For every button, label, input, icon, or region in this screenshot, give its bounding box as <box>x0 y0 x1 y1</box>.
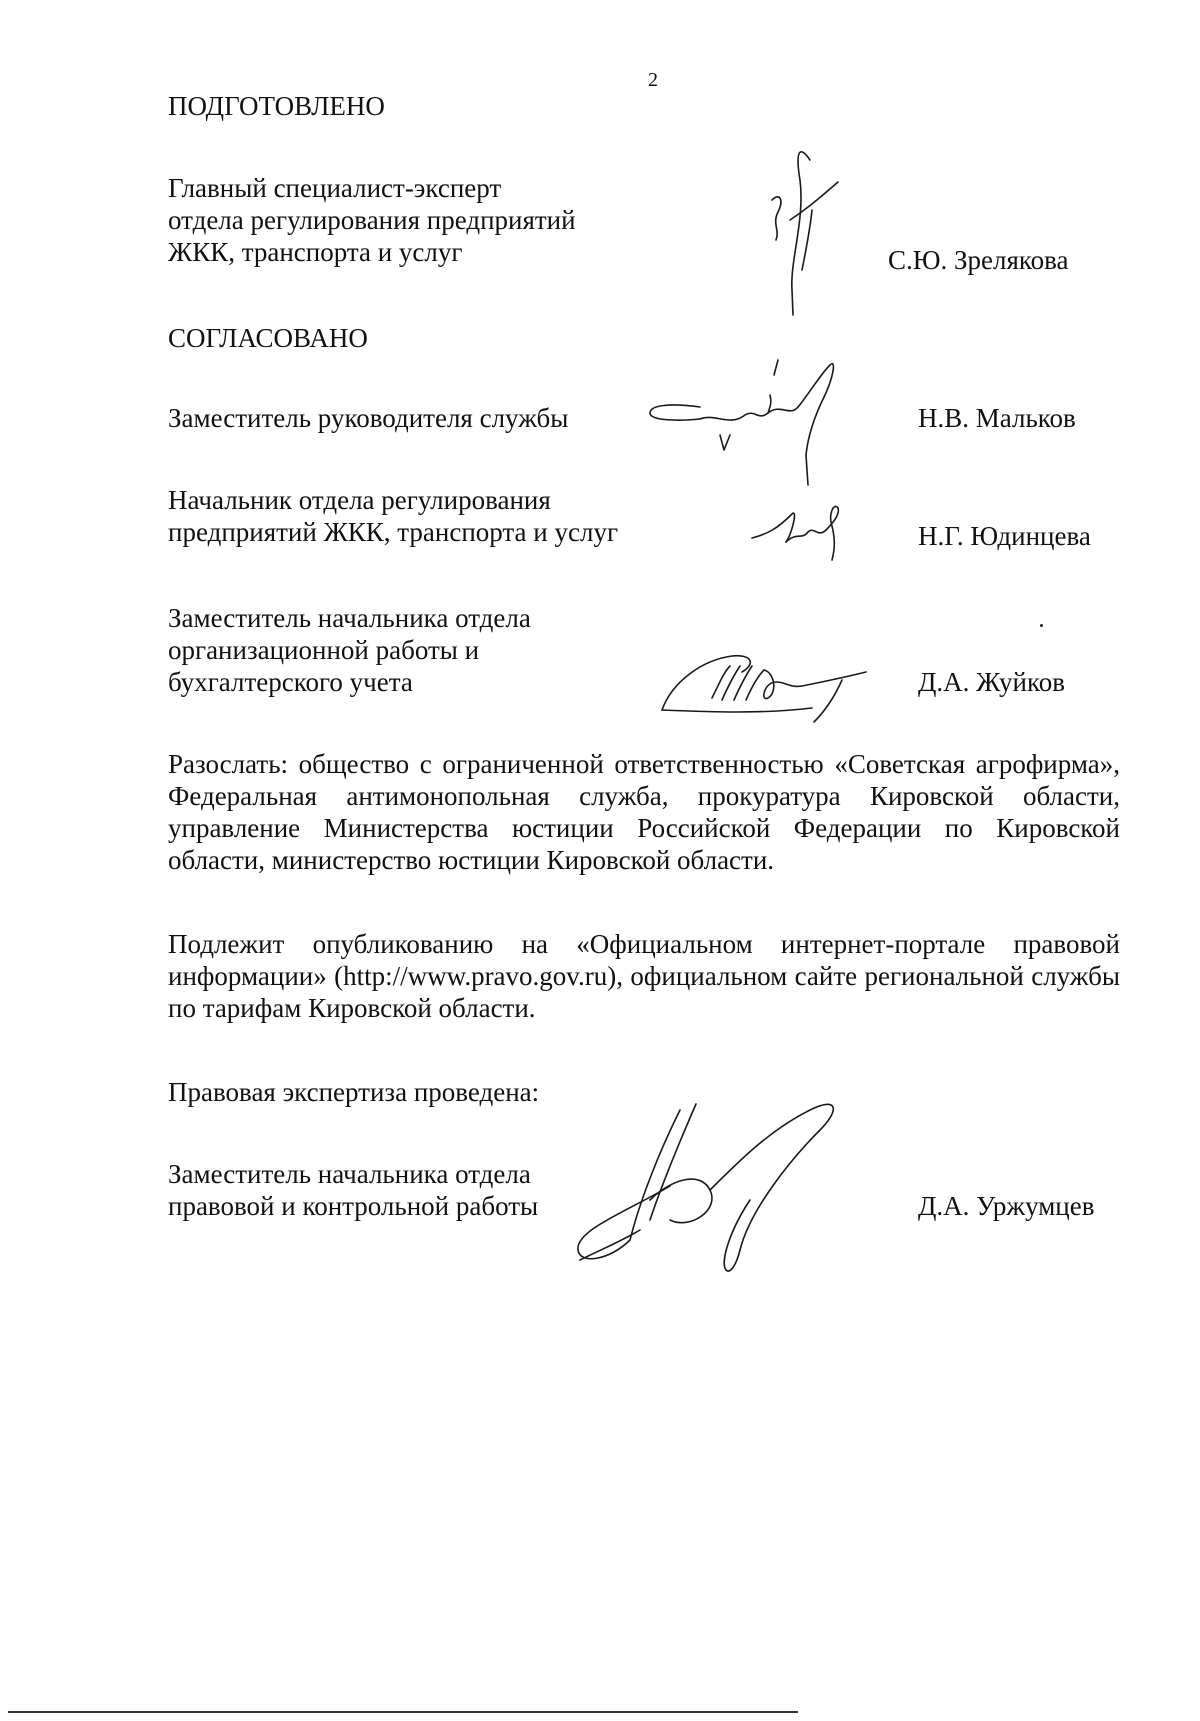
agreed-signer-1-name: Н.В. Мальков <box>918 403 1076 433</box>
agreed-signer-2-position-line-2: предприятий ЖКК, транспорта и услуг <box>168 517 619 547</box>
agreed-signer-1-position: Заместитель руководителя службы <box>168 403 569 433</box>
signature-zhuykov <box>652 642 892 732</box>
agreed-signer-3-position-line-1: Заместитель начальника отдела <box>168 603 531 633</box>
legal-review-position-line-2: правовой и контрольной работы <box>168 1191 539 1221</box>
bottom-rule <box>8 1711 798 1713</box>
agreed-signer-3-position-line-3: бухгалтерского учета <box>168 667 413 697</box>
prepared-position-line-2: отдела регулирования предприятий <box>168 205 576 235</box>
distribution-text: Разослать: общество с ограниченной ответственностью «Советская агрофирма», Федеральная антимонопольная служба, прокуратура Кировской области, управление Министерства юстиции Российской Федерации по Кировской области, министерство юстиции Кировской области. <box>168 749 1120 875</box>
agreed-signer-2-name: Н.Г. Юдинцева <box>918 521 1091 551</box>
legal-review-position-line-1: Заместитель начальника отдела <box>168 1159 531 1189</box>
prepared-heading: ПОДГОТОВЛЕНО <box>168 91 385 121</box>
prepared-position-line-3: ЖКК, транспорта и услуг <box>168 237 463 267</box>
signature-zrelyakova <box>750 140 850 320</box>
signature-malkov <box>640 355 880 495</box>
agreed-signer-3-name: Д.А. Жуйков <box>918 667 1065 697</box>
signature-yudintseva <box>748 494 858 564</box>
publication-text: Подлежит опубликованию на «Официальном интернет-портале правовой информации» (http://www.pravo.gov.ru), официальном сайте региональной службы по тарифам Кировской области. <box>168 929 1120 1023</box>
prepared-signer-name: С.Ю. Зрелякова <box>888 245 1069 275</box>
speck-mark <box>1040 624 1043 627</box>
prepared-position-line-1: Главный специалист-эксперт <box>168 173 502 203</box>
page-number: 2 <box>648 69 658 91</box>
agreed-signer-3-position-line-2: организационной работы и <box>168 635 480 665</box>
signature-urzhumtsev <box>570 1090 900 1280</box>
agreed-heading: СОГЛАСОВАНО <box>168 323 368 353</box>
legal-review-heading: Правовая экспертиза проведена: <box>168 1077 540 1107</box>
legal-review-signer-name: Д.А. Уржумцев <box>918 1191 1095 1221</box>
agreed-signer-2-position-line-1: Начальник отдела регулирования <box>168 485 551 515</box>
